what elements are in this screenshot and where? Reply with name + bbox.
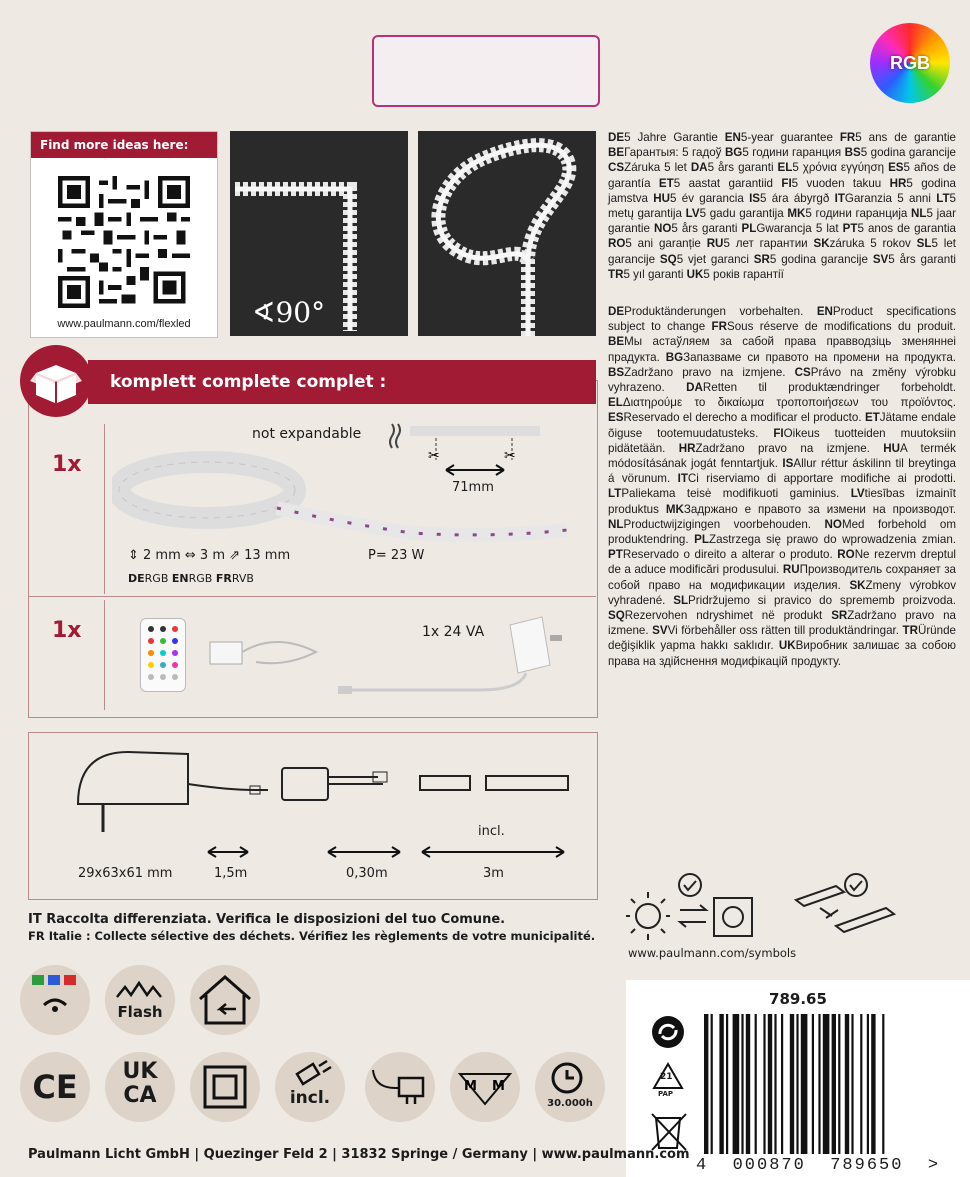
lang-text: Ne rezervm dreptul de a aduce modificări produsului. <box>608 548 956 577</box>
lifetime-label: 30.000h <box>547 1098 593 1109</box>
recycling-symbols <box>650 1014 690 1154</box>
barcode-bar <box>741 1014 743 1154</box>
lang-code: SQ <box>659 252 677 266</box>
lang-code: RO <box>837 548 855 562</box>
barcode-bar <box>812 1014 814 1154</box>
lang-code: MK <box>787 207 806 221</box>
lang-code: EL <box>608 396 623 410</box>
barcode-bar <box>801 1014 808 1154</box>
qr-box[interactable] <box>30 131 218 338</box>
lang-code: BG <box>665 350 684 364</box>
lang-text: Διατηρούμε το δικαίωμα τροποποιήσεων του προϊόντος. <box>622 396 956 410</box>
barcode-bar <box>774 1014 776 1154</box>
barcode-bar <box>823 1014 830 1154</box>
mm-mark-icon <box>450 1052 520 1122</box>
lang-text: 5 años de garantía <box>608 161 956 190</box>
lang-text: 5 gadu garantija <box>699 207 788 221</box>
strip-length: 3m <box>483 866 504 881</box>
disposal-text: Italie : Collecte sélective des déchets. Vérifiez les règlements de votre municipalité. <box>48 929 596 943</box>
lang-code: SR <box>831 609 848 623</box>
barcode-bar <box>818 1014 820 1154</box>
lang-text: 5 metų garantija <box>608 191 956 221</box>
lang-text: Vi förbehåller oss rätten till produktändringar. <box>667 624 903 638</box>
lang-code: DE <box>608 305 625 318</box>
lang-code: UK <box>686 267 704 281</box>
adapter-label: 1x 24 VA <box>422 624 485 640</box>
symbols-diagram <box>626 870 946 945</box>
barcode-bar <box>781 1014 783 1154</box>
indoor-use-icon <box>190 965 260 1035</box>
article-number: 789.65 <box>769 990 827 1008</box>
cable-length-1: 1,5m <box>214 866 248 881</box>
barcode-bar <box>790 1014 794 1154</box>
lang-code: MK <box>665 502 684 516</box>
lang-text: Gwarancja 5 lat <box>756 222 843 236</box>
lang-code: RU <box>706 237 724 251</box>
lang-code: PL <box>741 222 757 236</box>
product-changes-text <box>608 304 956 669</box>
lang-code: FR <box>215 572 232 585</box>
lang-text: 5 години гаранција <box>805 207 912 221</box>
lang-code: FI <box>773 426 784 440</box>
lang-text: Záruka 5 let <box>624 161 691 175</box>
lang-code: DE <box>608 131 625 144</box>
divider <box>104 600 105 710</box>
ukca-line-1: UK <box>122 1059 158 1084</box>
recycle-code: 21 <box>660 1072 673 1082</box>
lang-code: SK <box>813 237 830 251</box>
lang-text: 5-year guarantee <box>740 131 840 144</box>
lang-text: Produktänderungen vorbehalten. <box>624 305 817 318</box>
controller-icon <box>206 632 326 676</box>
barcode-bar <box>882 1014 884 1154</box>
lang-text: tiesības izmainīt produktus <box>608 487 957 516</box>
lang-code: SL <box>673 593 689 607</box>
lang-code: NO <box>653 222 672 236</box>
disposal-text: Raccolta differenziata. Verifica le disposizioni del tuo Comune. <box>46 912 506 927</box>
lang-text: Мы астаўляем за сабой права правводзіць зменяннеі прадукта. <box>608 335 956 364</box>
ce-label: CE <box>32 1068 78 1106</box>
plug-included-icon <box>275 1052 345 1122</box>
lang-code: PT <box>608 548 623 562</box>
lang-text: 5 év garancia <box>670 191 750 205</box>
qr-url[interactable]: www.paulmann.com/flexled <box>57 318 191 330</box>
lang-code: NL <box>608 517 624 531</box>
lang-code: NO <box>824 517 842 531</box>
barcode-bar <box>733 1014 740 1154</box>
ean-number: 4 000870 789650 > <box>696 1156 941 1175</box>
lang-code: DA <box>686 381 703 395</box>
flash-icon <box>105 965 175 1035</box>
company-footer: Paulmann Licht GmbH | Quezinger Feld 2 | 31832 Springe / Germany | www.paulmann.com <box>28 1147 690 1162</box>
lang-code: TR <box>608 267 624 281</box>
qr-header: Find more ideas here: <box>31 132 217 158</box>
lang-code: RU <box>782 563 800 577</box>
cut-distance: 71mm <box>452 480 494 495</box>
box-icon <box>20 345 92 417</box>
lang-text: Задржано е правото за измени на производот. <box>683 502 956 516</box>
lang-text: Rezervohen ndryshimet në produkt <box>624 609 832 623</box>
lang-code: FI <box>781 176 792 190</box>
lang-text: Právo na změny výrobku vyhrazeno. <box>608 365 957 395</box>
lang-code: BS <box>608 365 625 379</box>
lang-code: ET <box>864 411 880 425</box>
lang-code: FR <box>839 131 856 144</box>
disposal-it <box>28 912 505 927</box>
lang-code: HU <box>653 191 670 205</box>
lang-code: BE <box>608 335 625 349</box>
disposal-code: FR <box>28 929 49 943</box>
lang-code: HR <box>678 441 696 455</box>
lang-text: Garanzia 5 anni <box>844 191 937 205</box>
barcode-bar <box>763 1014 765 1154</box>
lang-text: Производитель сохраняет за собой право на модификации изделия. <box>608 563 956 592</box>
lang-text: 5 години гаранция <box>742 146 845 160</box>
lang-code: CS <box>794 365 811 379</box>
warranty-text <box>608 130 956 282</box>
lang-code: SL <box>916 237 932 251</box>
symbols-url[interactable]: www.paulmann.com/symbols <box>628 946 797 960</box>
color-codes <box>128 572 254 585</box>
ukca-line-2: CA <box>123 1083 157 1108</box>
barcode-bar <box>845 1014 849 1154</box>
lang-text: Ci riserviamo di apportare modifiche ai prodotti. <box>687 472 957 486</box>
lang-text: 5 vuoden takuu <box>791 176 890 190</box>
lang-text: záruka 5 rokov <box>829 237 917 251</box>
lang-text: Zmeny výrobkov vyhradené. <box>608 578 956 607</box>
cable-length-2: 0,30m <box>346 866 388 881</box>
adapter-dimensions: 29x63x61 mm <box>78 866 173 881</box>
lang-text: Zadržano pravo na izmjene. <box>624 365 795 379</box>
power-supply-icon <box>365 1052 435 1122</box>
lang-code: DE <box>128 572 145 585</box>
not-expandable-label: not expandable <box>252 426 362 442</box>
remote-control-icon <box>140 618 186 692</box>
barcode-bar <box>768 1014 772 1154</box>
lang-code: EN <box>724 131 741 144</box>
disposal-fr <box>28 929 595 943</box>
strip-dimensions: ⇕ 2 mm ⇔ 3 m ⇗ 13 mm <box>128 548 291 563</box>
kit-title: komplett complete complet : <box>88 360 596 404</box>
lang-code: IS <box>782 457 794 471</box>
lang-text: RGB <box>188 572 216 585</box>
lang-code: HU <box>883 441 901 455</box>
qr-code-icon[interactable] <box>54 176 194 308</box>
barcode-bar <box>711 1014 713 1154</box>
rgb-badge-label: RGB <box>890 53 930 73</box>
barcode-bar <box>851 1014 853 1154</box>
lang-text: 5 yıl garanti <box>623 267 687 281</box>
lang-text: 5 jaar garantie <box>608 207 956 236</box>
hang-hole <box>372 35 600 107</box>
lang-code: ET <box>658 176 674 190</box>
lang-text: 5 Jahre Garantie <box>624 131 725 144</box>
lang-text: 5 godina jamstva <box>608 176 957 205</box>
lang-text: 5 ani garanție <box>625 237 707 251</box>
barcode-bar <box>746 1014 750 1154</box>
barcode-bar <box>755 1014 757 1154</box>
lang-code: BE <box>608 146 625 160</box>
power-adapter-icon <box>330 605 570 705</box>
lang-text: 5 års garanti <box>888 252 957 266</box>
ce-mark-icon <box>20 1052 90 1122</box>
lang-code: PL <box>694 533 709 547</box>
lang-text: Sous réserve de modifications du produit. <box>726 320 956 334</box>
lang-text: 5 godina garancije <box>769 252 873 266</box>
ukca-mark-icon <box>105 1052 175 1122</box>
lang-text: Reservado el derecho a modificar el producto. <box>623 411 865 425</box>
lang-code: EN <box>816 305 833 318</box>
recycle-label: PAP <box>658 1090 674 1098</box>
barcode-bar <box>719 1014 723 1154</box>
lang-text: 5 лет гарантии <box>723 237 814 251</box>
lang-text: Pridržujemo si pravico do sprememb proizvoda. <box>688 593 957 607</box>
lang-code: RO <box>608 237 626 251</box>
disposal-code: IT <box>28 912 47 927</box>
lang-code: CS <box>608 161 625 175</box>
lifetime-clock-icon <box>535 1052 605 1122</box>
lang-text: Retten til produktændringer forbeholdt. <box>702 381 956 395</box>
lang-code: LT <box>936 191 950 205</box>
lang-code: IT <box>834 191 845 205</box>
lang-text: Paliekama teisė modifikuoti gaminius. <box>621 487 851 501</box>
divider <box>104 424 105 594</box>
svg-text:✂: ✂ <box>428 448 440 464</box>
lang-text: RVB <box>231 572 254 585</box>
barcode <box>704 1014 940 1154</box>
barcode-bar <box>704 1014 708 1154</box>
lang-text: Productwijzigingen voorbehouden. <box>623 517 825 531</box>
quantity-accessories: 1x <box>52 618 82 643</box>
lang-text: 5 års garanti <box>707 161 778 175</box>
lang-text: 5 let garancije <box>608 237 957 266</box>
protection-class-2-icon <box>190 1052 260 1122</box>
lang-code: TR <box>902 624 918 638</box>
lang-code: SV <box>872 252 889 266</box>
lang-text: 5 років гарантії <box>703 267 784 281</box>
lang-text: Запазваме си правото на промени на продукта. <box>683 350 956 364</box>
lang-code: LV <box>850 487 865 501</box>
lang-code: FR <box>711 320 727 334</box>
lang-text: 5 aastat garantiid <box>673 176 782 190</box>
lang-code: DA <box>690 161 708 175</box>
lang-code: HR <box>889 176 907 190</box>
strip-included-label: incl. <box>478 824 505 839</box>
lang-text: Reservado o direito a alterar o produto. <box>622 548 838 562</box>
lang-code: SV <box>652 624 668 638</box>
photo-corner-bend <box>230 131 408 336</box>
lang-text: A termék módosításának jogát fenntartjuk. <box>608 441 956 471</box>
lang-code: EN <box>171 572 189 585</box>
lang-text: 5 vjet garanci <box>676 252 754 266</box>
photo-loop <box>418 131 596 336</box>
lang-text: Med forbehold om produktendring. <box>608 517 956 547</box>
lang-text: Oikeus tuotteiden muutoksiin pidätetään. <box>608 426 957 455</box>
angle-label: ∢90° <box>252 296 326 329</box>
lang-code: BG <box>724 146 743 160</box>
lang-text: Zastrzega się prawo do wprowadzenia zmian. <box>708 533 956 547</box>
lang-code: EL <box>777 161 793 175</box>
strip-power: P= 23 W <box>368 548 425 563</box>
lang-text: 5 års garanti <box>671 222 742 236</box>
barcode-bar <box>726 1014 728 1154</box>
lang-text: Üründe değişiklik yapma hakkı saklıdır. <box>608 624 956 653</box>
svg-text:✂: ✂ <box>504 448 516 464</box>
lang-code: PT <box>842 222 858 236</box>
lang-code: SQ <box>608 609 625 623</box>
divider <box>28 596 596 597</box>
barcode-bar <box>838 1014 840 1154</box>
lang-code: IT <box>677 472 688 486</box>
lang-text: Zadržano pravo na izmene. <box>608 609 956 638</box>
lang-text: Allur réttur áskilinn til breytinga á vörunum. <box>608 457 956 486</box>
rgb-badge <box>870 23 950 103</box>
lang-code: NL <box>911 207 927 221</box>
barcode-bar <box>867 1014 869 1154</box>
svg-text:M: M <box>464 1079 477 1094</box>
lang-code: ES <box>608 411 624 425</box>
lang-text: 5 ára ábyrgð <box>760 191 835 205</box>
lang-code: LV <box>685 207 700 221</box>
lang-text: 5 χρόνια εγγύηση <box>792 161 889 175</box>
lang-text: Гарантыя: 5 гадоў <box>624 146 725 160</box>
svg-text:M: M <box>492 1079 505 1094</box>
barcode-bar <box>871 1014 875 1154</box>
lang-text: 5 anos de garantia <box>857 222 956 236</box>
lang-code: UK <box>778 639 796 653</box>
lang-code: SR <box>753 252 770 266</box>
lang-text: Product specifications subject to change <box>608 305 956 334</box>
lang-text: RGB <box>144 572 172 585</box>
quantity-strip: 1x <box>52 452 82 477</box>
lang-code: IS <box>749 191 761 205</box>
barcode-bar <box>860 1014 862 1154</box>
lang-text: Zadržano pravo na izmjene. <box>695 441 884 455</box>
lang-code: LT <box>608 487 622 501</box>
barcode-bar <box>832 1014 836 1154</box>
lang-code: ES <box>888 161 904 175</box>
lang-text: 5 godina garancije <box>860 146 956 160</box>
lang-code: SK <box>849 578 866 592</box>
barcode-bar <box>796 1014 798 1154</box>
lang-code: BS <box>844 146 861 160</box>
led-strip-loop-image <box>418 131 596 336</box>
flash-label: Flash <box>117 1003 163 1021</box>
lang-text: 5 ans de garantie <box>855 131 956 144</box>
lang-text: Jätame endale õiguse tootemuudatusteks. <box>608 411 956 440</box>
rgb-remote-icon <box>20 965 90 1035</box>
lang-text: Виробник залишає за собою права на здійснення модифікацій продукту. <box>608 639 956 668</box>
incl-label: incl. <box>289 1088 331 1108</box>
